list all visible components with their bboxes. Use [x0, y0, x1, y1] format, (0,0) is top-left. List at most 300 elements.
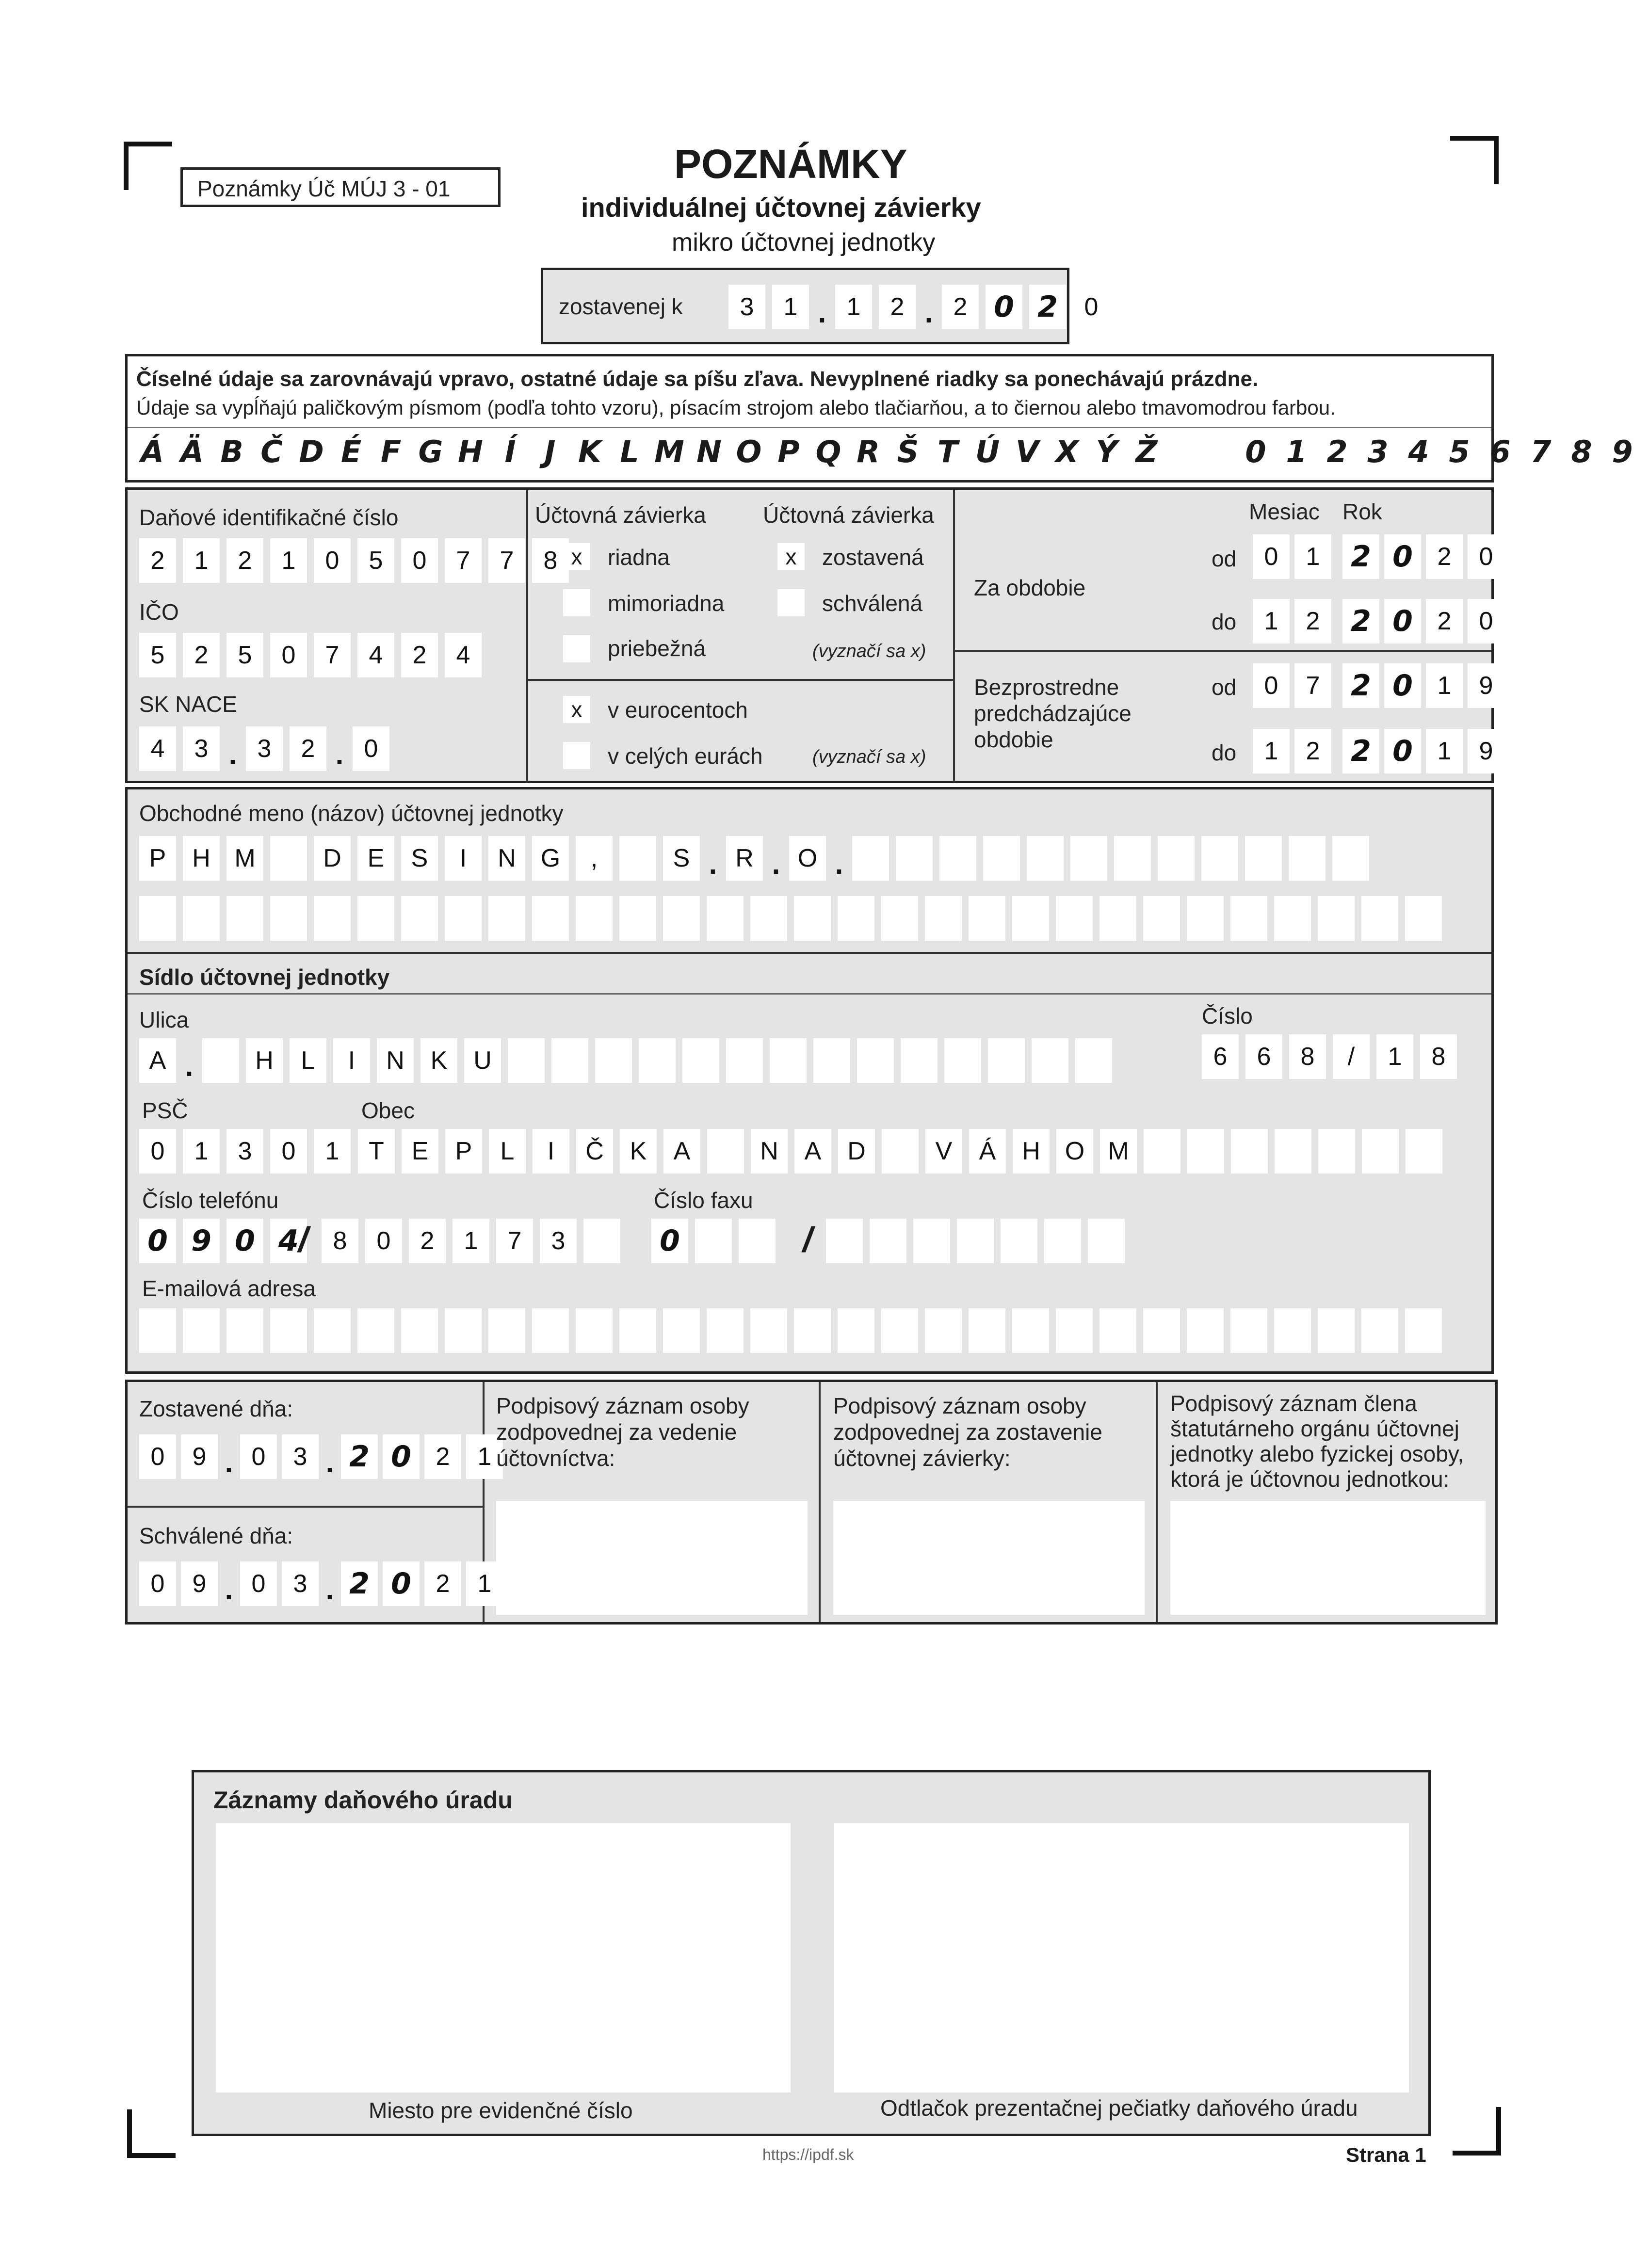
nace-cells: [139, 726, 389, 771]
nameRow2-cell[interactable]: [1056, 896, 1093, 941]
city-cell[interactable]: [1362, 1129, 1399, 1174]
street-cell[interactable]: I: [333, 1038, 370, 1083]
street-cell[interactable]: [901, 1038, 938, 1083]
nameRow1-cell[interactable]: [1114, 836, 1151, 881]
compiledOn-cell[interactable]: 1: [466, 1434, 503, 1479]
nameRow2-cell[interactable]: [139, 896, 176, 941]
closing-type-label-1: Účtovná závierka: [535, 502, 706, 528]
cfy-cell[interactable]: 0: [1468, 534, 1504, 579]
faxNumber-cell[interactable]: [826, 1219, 863, 1263]
dic-cell[interactable]: 1: [183, 538, 220, 583]
sample-glyph: 8: [1571, 434, 1592, 469]
priebezna-label: priebežná: [608, 636, 706, 661]
nameRow2-cell[interactable]: [532, 896, 569, 941]
email-cell[interactable]: [1405, 1308, 1442, 1353]
page-title: POZNÁMKY: [674, 141, 907, 187]
nameRow1-cell[interactable]: G: [532, 836, 569, 881]
phonePrefix-cell[interactable]: 4: [270, 1219, 307, 1263]
tax-office-block: [192, 1770, 1431, 2136]
nameRow1-cell[interactable]: [619, 836, 656, 881]
nameRow2-cell[interactable]: [1012, 896, 1049, 941]
city-cell[interactable]: Č: [576, 1129, 613, 1174]
ico-cell[interactable]: 7: [314, 633, 351, 677]
approvedOn-cell[interactable]: .: [325, 1573, 334, 1606]
nameRow2-cell[interactable]: [663, 896, 700, 941]
psc-cell[interactable]: 0: [139, 1129, 176, 1174]
nameRow2-cell[interactable]: [1099, 896, 1136, 941]
year-label: Rok: [1342, 499, 1382, 524]
city-cell[interactable]: A: [794, 1129, 831, 1174]
street-cell[interactable]: K: [420, 1038, 457, 1083]
nace-cell[interactable]: .: [228, 738, 237, 771]
street-cell[interactable]: N: [377, 1038, 414, 1083]
street-cell[interactable]: [639, 1038, 676, 1083]
cfm-cell[interactable]: 1: [1294, 534, 1331, 579]
psc-cell[interactable]: 1: [183, 1129, 220, 1174]
number-cell[interactable]: 1: [1376, 1034, 1413, 1079]
sample-glyph: M: [654, 434, 684, 469]
email-cell[interactable]: [1318, 1308, 1355, 1353]
city-cell[interactable]: [1231, 1129, 1268, 1174]
approvedOn-cell[interactable]: 0: [240, 1561, 277, 1606]
cfy-cell[interactable]: 2: [1342, 534, 1379, 579]
ico-cell[interactable]: 4: [357, 633, 394, 677]
city-label: Obec: [361, 1098, 415, 1123]
nameRow2-cell[interactable]: [183, 896, 220, 941]
ico-cell[interactable]: 0: [270, 633, 307, 677]
stamp-box[interactable]: [834, 1823, 1409, 2092]
faxNumber-cell[interactable]: [870, 1219, 906, 1263]
pfy-cell[interactable]: 9: [1468, 663, 1504, 708]
sample-glyph: Š: [897, 434, 919, 469]
email-cell[interactable]: [488, 1308, 525, 1353]
city-cell[interactable]: [882, 1129, 919, 1174]
street-cell[interactable]: [682, 1038, 719, 1083]
psc-cell[interactable]: 1: [314, 1129, 351, 1174]
nameRow2-cell[interactable]: [881, 896, 918, 941]
approvedOn-cell[interactable]: 0: [383, 1561, 420, 1606]
sig2-box[interactable]: [833, 1501, 1145, 1615]
email-cell[interactable]: [1143, 1308, 1180, 1353]
nameRow2-cell[interactable]: [707, 896, 744, 941]
current-from-year: [1342, 534, 1504, 579]
cfm-cell[interactable]: 0: [1253, 534, 1290, 579]
nameRow2-cell[interactable]: [488, 896, 525, 941]
nameRow1-cell[interactable]: P: [139, 836, 176, 881]
nameRow2-cell[interactable]: [445, 896, 482, 941]
sig3-box[interactable]: [1170, 1501, 1486, 1615]
email-cell[interactable]: [1230, 1308, 1267, 1353]
ctm-cell[interactable]: 1: [1253, 599, 1290, 643]
nameRow2-cell[interactable]: [1318, 896, 1355, 941]
pfy-cell[interactable]: 0: [1384, 663, 1421, 708]
nameRow2-cell[interactable]: [1187, 896, 1224, 941]
fax-prefix-cells: [651, 1219, 776, 1263]
city-cell[interactable]: K: [620, 1129, 657, 1174]
pfm-cell[interactable]: 7: [1294, 663, 1331, 708]
nameRow1-cell[interactable]: N: [488, 836, 525, 881]
sample-glyph: F: [380, 434, 402, 469]
sample-glyph: Č: [260, 434, 283, 469]
email-cell[interactable]: [357, 1308, 394, 1353]
email-cell[interactable]: [576, 1308, 613, 1353]
ico-cells: [139, 633, 482, 677]
number-cell[interactable]: 6: [1245, 1034, 1282, 1079]
eurocent-checkbox[interactable]: x: [563, 696, 590, 723]
city-cell[interactable]: H: [1013, 1129, 1050, 1174]
street-cell[interactable]: [1075, 1038, 1112, 1083]
faxPrefix-cell[interactable]: 0: [651, 1219, 688, 1263]
phonePrefix-cell[interactable]: 9: [183, 1219, 220, 1263]
nameRow1-cell[interactable]: E: [357, 836, 394, 881]
email-cell[interactable]: [270, 1308, 307, 1353]
schvalena-label: schválená: [822, 591, 923, 616]
city-cell[interactable]: E: [402, 1129, 438, 1174]
street-cell[interactable]: [202, 1038, 239, 1083]
nameRow1-cell[interactable]: [270, 836, 307, 881]
crop-mark-bottom-left-h: [127, 2153, 176, 2158]
number-cell[interactable]: 8: [1420, 1034, 1457, 1079]
street-cell[interactable]: A: [139, 1038, 176, 1083]
street-cell[interactable]: U: [464, 1038, 501, 1083]
nameRow1-cell[interactable]: .: [772, 848, 780, 880]
phoneNumber-cell[interactable]: 7: [496, 1219, 533, 1263]
email-cell[interactable]: [445, 1308, 482, 1353]
email-cell[interactable]: [1361, 1308, 1398, 1353]
nameRow1-cell[interactable]: [1289, 836, 1326, 881]
email-cell[interactable]: [1099, 1308, 1136, 1353]
footer-url[interactable]: https://ipdf.sk: [762, 2146, 854, 2163]
faxNumber-cell[interactable]: [1044, 1219, 1081, 1263]
compiledDate-cell[interactable]: 1: [772, 285, 809, 329]
city-cell[interactable]: D: [838, 1129, 875, 1174]
compiledDate-cell[interactable]: 1: [835, 285, 872, 329]
nace-cell[interactable]: 3: [183, 726, 220, 771]
nace-cell[interactable]: 0: [353, 726, 389, 771]
city-cell[interactable]: M: [1100, 1129, 1137, 1174]
crop-mark-bottom-right-v: [1496, 2107, 1501, 2155]
email-cell[interactable]: [1056, 1308, 1093, 1353]
compiled-on-cells: [139, 1434, 503, 1479]
email-cell[interactable]: [139, 1308, 176, 1353]
city-cell[interactable]: O: [1056, 1129, 1093, 1174]
pty-cell[interactable]: 9: [1468, 729, 1504, 773]
faxNumber-cell[interactable]: [1088, 1219, 1125, 1263]
nameRow1-cell[interactable]: [939, 836, 976, 881]
email-cell[interactable]: [1187, 1308, 1224, 1353]
street-cell[interactable]: [857, 1038, 894, 1083]
street-cell[interactable]: [726, 1038, 763, 1083]
cty-cell[interactable]: 2: [1342, 599, 1379, 643]
nameRow1-cell[interactable]: [852, 836, 889, 881]
compiledDate-cell[interactable]: 3: [728, 285, 765, 329]
email-cell[interactable]: [925, 1308, 962, 1353]
sample-glyph: Í: [504, 434, 516, 469]
nameRow2-cell[interactable]: [619, 896, 656, 941]
cty-cell[interactable]: 2: [1426, 599, 1463, 643]
nameRow1-cell[interactable]: [983, 836, 1020, 881]
nameRow2-cell[interactable]: [1405, 896, 1442, 941]
nameRow1-cell[interactable]: O: [789, 836, 826, 881]
ctm-cell[interactable]: 2: [1294, 599, 1331, 643]
ico-cell[interactable]: 2: [401, 633, 438, 677]
nameRow1-cell[interactable]: [1158, 836, 1195, 881]
nace-cell[interactable]: 2: [290, 726, 326, 771]
digit-sample: [1241, 434, 1637, 469]
divider-3: [526, 679, 954, 681]
city-cell[interactable]: [1318, 1129, 1355, 1174]
compiledOn-cell[interactable]: .: [325, 1446, 334, 1479]
phonePrefix-cell[interactable]: 0: [139, 1219, 176, 1263]
mimoriadna-checkbox[interactable]: [563, 589, 590, 616]
nameRow2-cell[interactable]: [794, 896, 831, 941]
compiledOn-cell[interactable]: 2: [341, 1434, 378, 1479]
priebezna-checkbox[interactable]: [563, 635, 590, 662]
ico-cell[interactable]: 5: [139, 633, 176, 677]
nameRow2-cell[interactable]: [969, 896, 1005, 941]
nameRow1-cell[interactable]: [1027, 836, 1064, 881]
street-cell[interactable]: .: [185, 1050, 194, 1082]
dic-cell[interactable]: 0: [314, 538, 351, 583]
sig-divider-4: [128, 1506, 484, 1508]
street-cell[interactable]: [595, 1038, 632, 1083]
faxPrefix-cell[interactable]: [695, 1219, 732, 1263]
cty-cell[interactable]: 0: [1468, 599, 1504, 643]
number-cell[interactable]: 8: [1289, 1034, 1326, 1079]
cfy-cell[interactable]: 0: [1384, 534, 1421, 579]
nameRow1-cell[interactable]: I: [445, 836, 482, 881]
phoneNumber-cell[interactable]: 1: [453, 1219, 489, 1263]
city-cell[interactable]: [1144, 1129, 1180, 1174]
nace-cell[interactable]: 4: [139, 726, 176, 771]
nameRow2-cell[interactable]: [1361, 896, 1398, 941]
email-cell[interactable]: [663, 1308, 700, 1353]
email-cell[interactable]: [707, 1308, 744, 1353]
compiledDate-cell[interactable]: 2: [879, 285, 916, 329]
ico-cell[interactable]: 2: [183, 633, 220, 677]
riadna-checkbox[interactable]: x: [563, 543, 590, 570]
email-cell[interactable]: [226, 1308, 263, 1353]
compiled-date-box: [541, 268, 1099, 344]
nameRow2-cell[interactable]: [226, 896, 263, 941]
email-cell[interactable]: [532, 1308, 569, 1353]
city-cell[interactable]: [1406, 1129, 1442, 1174]
city-cell[interactable]: T: [358, 1129, 395, 1174]
street-cell[interactable]: [944, 1038, 981, 1083]
city-cell[interactable]: P: [445, 1129, 482, 1174]
seat-divider-2: [128, 993, 1491, 995]
email-cell[interactable]: [881, 1308, 918, 1353]
dic-cell[interactable]: 2: [139, 538, 176, 583]
email-cell[interactable]: [838, 1308, 874, 1353]
nameRow1-cell[interactable]: H: [183, 836, 220, 881]
nameRow2-cell[interactable]: [357, 896, 394, 941]
pty-cell[interactable]: 2: [1342, 729, 1379, 773]
compiledDate-cell[interactable]: 0: [986, 285, 1022, 329]
number-cell[interactable]: /: [1333, 1034, 1370, 1079]
dic-cell[interactable]: 0: [401, 538, 438, 583]
street-cell[interactable]: [813, 1038, 850, 1083]
sample-glyph: Q: [815, 434, 841, 469]
compiledDate-cell[interactable]: 2: [942, 285, 979, 329]
sample-glyph: N: [696, 434, 722, 469]
faxNumber-cell[interactable]: [913, 1219, 950, 1263]
ico-cell[interactable]: 4: [445, 633, 482, 677]
nameRow1-cell[interactable]: .: [709, 848, 717, 880]
approvedOn-cell[interactable]: .: [225, 1573, 233, 1606]
psc-cell[interactable]: 3: [226, 1129, 263, 1174]
phoneNumber-cell[interactable]: 3: [540, 1219, 577, 1263]
nameRow1-cell[interactable]: [1070, 836, 1107, 881]
email-cell[interactable]: [794, 1308, 831, 1353]
nameRow2-cell[interactable]: [270, 896, 307, 941]
instructions-line-1: Číselné údaje sa zarovnávajú vpravo, ostatné údaje sa píšu zľava. Nevyplnené riadky sa ponechávajú prázdne.: [136, 367, 1259, 391]
compiledDate-cell[interactable]: 0: [1073, 285, 1110, 329]
dic-cell[interactable]: 8: [532, 538, 569, 583]
approvedOn-cell[interactable]: 3: [282, 1561, 319, 1606]
phoneNumber-cell[interactable]: 8: [322, 1219, 358, 1263]
ptm-cell[interactable]: 1: [1253, 729, 1290, 773]
compiledDate-cell[interactable]: .: [818, 296, 826, 329]
nameRow2-cell[interactable]: [401, 896, 438, 941]
street-cell[interactable]: [508, 1038, 545, 1083]
nace-cell[interactable]: .: [335, 738, 344, 771]
pty-cell[interactable]: 1: [1426, 729, 1463, 773]
zostavena-checkbox[interactable]: x: [777, 543, 805, 570]
compiledDate-cell[interactable]: 2: [1029, 285, 1066, 329]
nameRow2-cell[interactable]: [750, 896, 787, 941]
phoneNumber-cell[interactable]: 0: [365, 1219, 402, 1263]
sample-glyph: 4: [1408, 434, 1429, 469]
nameRow1-cell[interactable]: D: [314, 836, 351, 881]
nace-cell[interactable]: 3: [246, 726, 283, 771]
email-cell[interactable]: [750, 1308, 787, 1353]
sample-glyph: 9: [1612, 434, 1633, 469]
compiledOn-cell[interactable]: 2: [424, 1434, 461, 1479]
nameRow1-cell[interactable]: .: [835, 848, 843, 880]
pfy-cell[interactable]: 2: [1342, 663, 1379, 708]
sig1-box[interactable]: [496, 1501, 808, 1615]
pty-cell[interactable]: 0: [1384, 729, 1421, 773]
psc-cell[interactable]: 0: [270, 1129, 307, 1174]
phonePrefix-cell[interactable]: 0: [226, 1219, 263, 1263]
street-cell[interactable]: [988, 1038, 1025, 1083]
city-cell[interactable]: [707, 1129, 744, 1174]
compiledOn-cell[interactable]: 0: [383, 1434, 420, 1479]
email-cell[interactable]: [969, 1308, 1005, 1353]
dic-cell[interactable]: 2: [226, 538, 263, 583]
city-cell[interactable]: V: [925, 1129, 962, 1174]
email-cell[interactable]: [1274, 1308, 1311, 1353]
current-to-month: [1253, 599, 1331, 643]
city-cell[interactable]: L: [489, 1129, 526, 1174]
faxNumber-cell[interactable]: [1001, 1219, 1037, 1263]
city-cell[interactable]: N: [751, 1129, 788, 1174]
approvedOn-cell[interactable]: 9: [181, 1561, 218, 1606]
schvalena-checkbox[interactable]: [777, 589, 805, 616]
phoneNumber-cell[interactable]: [583, 1219, 620, 1263]
sample-glyph: O: [736, 434, 762, 469]
compiledOn-cell[interactable]: 3: [282, 1434, 319, 1479]
nameRow2-cell[interactable]: [1274, 896, 1311, 941]
compiledOn-cell[interactable]: 0: [240, 1434, 277, 1479]
city-cell[interactable]: Á: [969, 1129, 1006, 1174]
city-cell[interactable]: [1275, 1129, 1311, 1174]
dic-cell[interactable]: 5: [357, 538, 394, 583]
dic-cell[interactable]: 7: [488, 538, 525, 583]
dic-cell[interactable]: 1: [270, 538, 307, 583]
email-cell[interactable]: [619, 1308, 656, 1353]
previous-from-year: [1342, 663, 1504, 708]
approvedOn-cell[interactable]: 0: [139, 1561, 176, 1606]
phone-prefix-cells: [139, 1219, 307, 1263]
city-cell[interactable]: A: [663, 1129, 700, 1174]
sample-glyph: G: [418, 434, 443, 469]
dic-cell[interactable]: 7: [445, 538, 482, 583]
email-cell[interactable]: [314, 1308, 351, 1353]
ico-cell[interactable]: 5: [226, 633, 263, 677]
email-cell[interactable]: [183, 1308, 220, 1353]
nameRow1-cell[interactable]: R: [726, 836, 763, 881]
ptm-cell[interactable]: 2: [1294, 729, 1331, 773]
nameRow2-cell[interactable]: [314, 896, 351, 941]
city-cell[interactable]: [1187, 1129, 1224, 1174]
faxNumber-cell[interactable]: [957, 1219, 994, 1263]
faxPrefix-cell[interactable]: [739, 1219, 776, 1263]
compiledOn-cell[interactable]: 0: [139, 1434, 176, 1479]
divider-1: [526, 490, 528, 781]
approvedOn-cell[interactable]: 2: [341, 1561, 378, 1606]
nameRow2-cell[interactable]: [1230, 896, 1267, 941]
nameRow2-cell[interactable]: [838, 896, 874, 941]
nameRow1-cell[interactable]: S: [401, 836, 438, 881]
nameRow1-cell[interactable]: [1332, 836, 1369, 881]
sample-glyph: 1: [1286, 434, 1307, 469]
phoneNumber-cell[interactable]: 2: [409, 1219, 446, 1263]
street-cell[interactable]: H: [246, 1038, 283, 1083]
nameRow2-cell[interactable]: [576, 896, 613, 941]
approvedOn-cell[interactable]: 2: [424, 1561, 461, 1606]
nameRow1-cell[interactable]: [1201, 836, 1238, 881]
pfy-cell[interactable]: 1: [1426, 663, 1463, 708]
nameRow1-cell[interactable]: [896, 836, 933, 881]
evidence-number-box[interactable]: [216, 1823, 791, 2092]
email-cell[interactable]: [1012, 1308, 1049, 1353]
street-cell[interactable]: [1032, 1038, 1068, 1083]
street-cell[interactable]: [770, 1038, 807, 1083]
nameRow1-cell[interactable]: [1245, 836, 1282, 881]
whole-euro-checkbox[interactable]: [563, 742, 590, 769]
seat-divider: [128, 952, 1491, 954]
cfy-cell[interactable]: 2: [1426, 534, 1463, 579]
compiledOn-cell[interactable]: .: [225, 1446, 233, 1479]
pfm-cell[interactable]: 0: [1253, 663, 1290, 708]
city-cell[interactable]: I: [533, 1129, 569, 1174]
compiledDate-cell[interactable]: .: [924, 296, 933, 329]
nameRow2-cell[interactable]: [925, 896, 962, 941]
street-cell[interactable]: L: [290, 1038, 326, 1083]
approvedOn-cell[interactable]: 1: [466, 1561, 503, 1606]
email-cell[interactable]: [401, 1308, 438, 1353]
nameRow1-cell[interactable]: ,: [576, 836, 613, 881]
number-cell[interactable]: 6: [1202, 1034, 1239, 1079]
street-cell[interactable]: [551, 1038, 588, 1083]
nameRow1-cell[interactable]: M: [226, 836, 263, 881]
compiledOn-cell[interactable]: 9: [181, 1434, 218, 1479]
nameRow2-cell[interactable]: [1143, 896, 1180, 941]
nameRow1-cell[interactable]: S: [663, 836, 700, 881]
cty-cell[interactable]: 0: [1384, 599, 1421, 643]
